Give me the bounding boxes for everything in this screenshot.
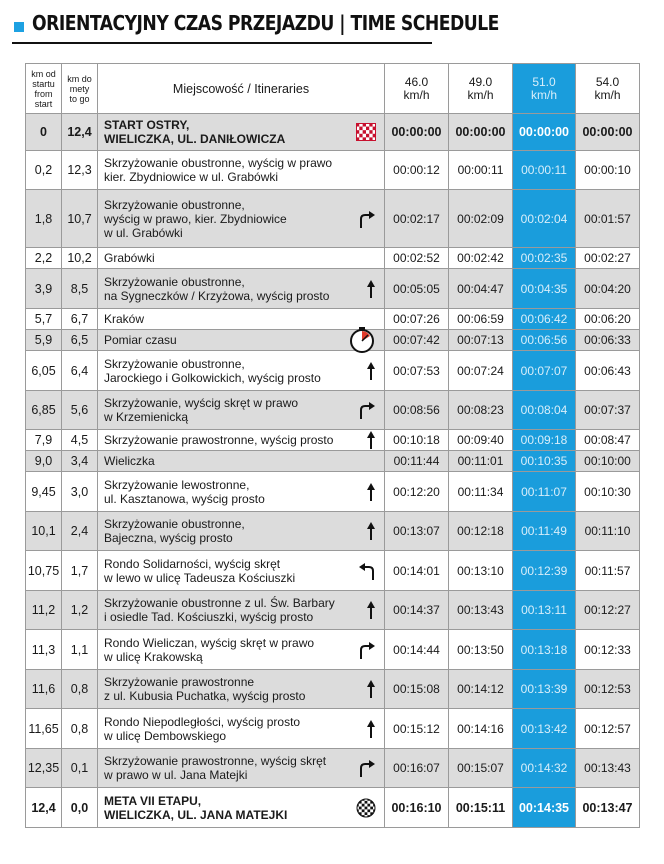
itinerary-text: i osiedle Tad. Kościuszki, wyścig prosto	[104, 610, 314, 624]
straight-arrow-icon	[366, 361, 376, 381]
km-to-go-cell: 6,7	[62, 309, 98, 330]
time-cell: 00:06:59	[449, 309, 513, 330]
start-flag-icon	[356, 123, 376, 141]
straight-arrow-icon	[366, 600, 376, 620]
time-cell: 00:11:07	[513, 472, 576, 512]
table-row	[26, 749, 640, 788]
turn-right-icon	[358, 400, 376, 420]
km-from-start-cell: 10,1	[26, 512, 62, 551]
time-cell: 00:07:26	[385, 309, 449, 330]
time-cell: 00:05:05	[385, 269, 449, 309]
time-cell: 00:14:35	[513, 788, 576, 828]
time-cell: 00:06:43	[576, 351, 640, 391]
time-cell: 00:06:20	[576, 309, 640, 330]
itinerary-text: w ulicę Krakowską	[104, 649, 203, 664]
itinerary-text: w prawo w ul. Jana Matejki	[104, 768, 248, 782]
time-cell: 00:02:04	[513, 190, 576, 248]
time-cell: 00:07:13	[449, 330, 513, 351]
km-to-go-cell: 12,4	[62, 114, 98, 151]
km-from-start-cell: 9,45	[26, 472, 62, 512]
turn-right-icon	[358, 758, 376, 778]
table-row	[26, 451, 640, 472]
time-cell: 00:13:07	[385, 512, 449, 551]
table-row	[26, 551, 640, 591]
km-to-go-cell: 1,1	[62, 630, 98, 670]
time-cell: 00:14:16	[449, 709, 513, 749]
table-row	[26, 472, 640, 512]
time-cell: 00:04:20	[576, 269, 640, 309]
time-cell: 00:02:17	[385, 190, 449, 248]
table-row	[26, 151, 640, 190]
time-cell: 00:02:09	[449, 190, 513, 248]
km-from-start-cell: 6,05	[26, 351, 62, 391]
time-cell: 00:13:50	[449, 630, 513, 670]
itinerary-text: Rondo Solidarności, wyścig skręt	[104, 556, 281, 571]
km-to-go-cell: 4,5	[62, 430, 98, 451]
col-speed-51: 51.0 km/h	[513, 64, 576, 114]
time-cell: 00:10:18	[385, 430, 449, 451]
itinerary-cell	[98, 330, 385, 351]
itinerary-text: Skrzyżowanie obustronne,	[104, 274, 245, 289]
time-cell: 00:13:42	[513, 709, 576, 749]
table-row	[26, 248, 640, 269]
finish-flag-icon	[356, 798, 376, 818]
time-cell: 00:11:49	[513, 512, 576, 551]
col-speed-54: 54.0 km/h	[576, 64, 640, 114]
table-row	[26, 670, 640, 709]
km-to-go-cell: 1,2	[62, 591, 98, 630]
itinerary-text: Skrzyżowanie obustronne, wyścig w prawo	[104, 156, 333, 170]
itinerary-text: Bajeczna, wyścig prosto	[104, 531, 233, 545]
table-header-row	[26, 64, 640, 114]
itinerary-cell	[98, 391, 385, 430]
time-cell: 00:13:11	[513, 591, 576, 630]
time-cell: 00:16:10	[385, 788, 449, 828]
col-speed-46: 46.0 km/h	[385, 64, 449, 114]
time-schedule-table	[25, 63, 640, 828]
time-cell: 00:06:56	[513, 330, 576, 351]
time-cell: 00:02:27	[576, 248, 640, 269]
turn-left-icon	[358, 561, 376, 581]
itinerary-cell	[98, 190, 385, 248]
itinerary-cell	[98, 248, 385, 269]
km-to-go-cell: 0,0	[62, 788, 98, 828]
header-square-icon	[14, 22, 24, 32]
itinerary-text: Skrzyżowanie, wyścig skręt w prawo	[104, 396, 299, 410]
itinerary-text: Rondo Wieliczan, wyścig skręt w prawo	[104, 635, 315, 650]
time-cell: 00:13:39	[513, 670, 576, 709]
itinerary-cell	[98, 351, 385, 391]
time-cell: 00:13:47	[576, 788, 640, 828]
table-row	[26, 591, 640, 630]
itinerary-cell	[98, 749, 385, 788]
itinerary-cell	[98, 114, 385, 151]
time-cell: 00:14:32	[513, 749, 576, 788]
table-row	[26, 351, 640, 391]
time-cell: 00:02:42	[449, 248, 513, 269]
km-from-start-cell: 7,9	[26, 430, 62, 451]
km-to-go-cell: 10,7	[62, 190, 98, 248]
time-cell: 00:12:53	[576, 670, 640, 709]
km-to-go-cell: 10,2	[62, 248, 98, 269]
km-to-go-cell: 5,6	[62, 391, 98, 430]
table-row	[26, 512, 640, 551]
time-cell: 00:00:00	[513, 114, 576, 151]
itinerary-cell	[98, 512, 385, 551]
time-cell: 00:02:52	[385, 248, 449, 269]
km-from-start-cell: 10,75	[26, 551, 62, 591]
turn-right-icon	[358, 640, 376, 660]
time-cell: 00:09:40	[449, 430, 513, 451]
time-cell: 00:14:12	[449, 670, 513, 709]
km-from-start-cell: 5,9	[26, 330, 62, 351]
time-cell: 00:02:35	[513, 248, 576, 269]
km-to-go-cell: 6,5	[62, 330, 98, 351]
time-cell: 00:07:07	[513, 351, 576, 391]
time-cell: 00:00:10	[576, 151, 640, 190]
time-cell: 00:09:18	[513, 430, 576, 451]
itinerary-text: Pomiar czasu	[104, 333, 177, 347]
time-cell: 00:06:42	[513, 309, 576, 330]
time-cell: 00:14:01	[385, 551, 449, 591]
km-to-go-cell: 3,4	[62, 451, 98, 472]
straight-arrow-icon	[366, 719, 376, 739]
km-from-start-cell: 5,7	[26, 309, 62, 330]
straight-arrow-icon	[366, 482, 376, 502]
table-row	[26, 190, 640, 248]
itinerary-text: Skrzyżowanie obustronne,	[104, 356, 245, 371]
km-from-start-cell: 12,35	[26, 749, 62, 788]
itinerary-text: Jarockiego i Golkowickich, wyścig prosto	[104, 370, 321, 385]
itinerary-text: na Sygneczków / Krzyżowa, wyścig prosto	[104, 288, 330, 303]
km-from-start-cell: 1,8	[26, 190, 62, 248]
km-from-start-cell: 11,6	[26, 670, 62, 709]
itinerary-cell	[98, 430, 385, 451]
table-row	[26, 788, 640, 828]
time-cell: 00:13:10	[449, 551, 513, 591]
km-from-start-cell: 11,3	[26, 630, 62, 670]
time-cell: 00:12:27	[576, 591, 640, 630]
time-cell: 00:11:01	[449, 451, 513, 472]
table-row	[26, 630, 640, 670]
col-speed-49: 49.0 km/h	[449, 64, 513, 114]
time-cell: 00:00:12	[385, 151, 449, 190]
table-row	[26, 269, 640, 309]
time-cell: 00:00:00	[385, 114, 449, 151]
time-cell: 00:15:11	[449, 788, 513, 828]
time-cell: 00:12:33	[576, 630, 640, 670]
itinerary-text: Wieliczka	[104, 454, 155, 468]
itinerary-text: Skrzyżowanie prawostronne, wyścig prosto	[104, 433, 334, 447]
itinerary-text: Skrzyżowanie prawostronne, wyścig skręt	[104, 754, 327, 768]
itinerary-text: Kraków	[104, 312, 145, 326]
itinerary-cell	[98, 591, 385, 630]
time-cell: 00:12:57	[576, 709, 640, 749]
time-cell: 00:12:20	[385, 472, 449, 512]
km-to-go-cell: 0,8	[62, 670, 98, 709]
km-to-go-cell: 3,0	[62, 472, 98, 512]
time-cell: 00:11:44	[385, 451, 449, 472]
km-from-start-cell: 6,85	[26, 391, 62, 430]
time-cell: 00:11:34	[449, 472, 513, 512]
itinerary-cell	[98, 709, 385, 749]
time-cell: 00:10:00	[576, 451, 640, 472]
km-to-go-cell: 6,4	[62, 351, 98, 391]
km-from-start-cell: 0,2	[26, 151, 62, 190]
time-cell: 00:15:12	[385, 709, 449, 749]
time-cell: 00:11:10	[576, 512, 640, 551]
itinerary-text: Skrzyżowanie obustronne z ul. Św. Barbary	[104, 596, 335, 610]
time-cell: 00:07:53	[385, 351, 449, 391]
time-cell: 00:07:37	[576, 391, 640, 430]
km-from-start-cell: 11,65	[26, 709, 62, 749]
itinerary-cell	[98, 472, 385, 512]
time-cell: 00:08:56	[385, 391, 449, 430]
time-cell: 00:04:47	[449, 269, 513, 309]
time-cell: 00:10:30	[576, 472, 640, 512]
time-cell: 00:15:08	[385, 670, 449, 709]
itinerary-text: z ul. Kubusia Puchatka, wyścig prosto	[104, 689, 306, 703]
km-from-start-cell: 0	[26, 114, 62, 151]
km-to-go-cell: 12,3	[62, 151, 98, 190]
page-header	[12, 8, 499, 44]
itinerary-cell	[98, 451, 385, 472]
itinerary-text: kier. Zbydniowice w ul. Grabówki	[104, 170, 279, 184]
time-cell: 00:16:07	[385, 749, 449, 788]
km-from-start-cell: 11,2	[26, 591, 62, 630]
itinerary-text: Skrzyżowanie obustronne,	[104, 517, 245, 531]
itinerary-cell	[98, 269, 385, 309]
time-cell: 00:08:47	[576, 430, 640, 451]
time-cell: 00:00:00	[449, 114, 513, 151]
itinerary-cell	[98, 630, 385, 670]
itinerary-text: w ul. Grabówki	[104, 225, 183, 240]
time-cell: 00:08:23	[449, 391, 513, 430]
time-cell: 00:08:04	[513, 391, 576, 430]
km-to-go-cell: 1,7	[62, 551, 98, 591]
itinerary-text: Grabówki	[104, 251, 155, 265]
km-to-go-cell: 2,4	[62, 512, 98, 551]
time-cell: 00:00:11	[449, 151, 513, 190]
table-row	[26, 309, 640, 330]
itinerary-text: w ulicę Dembowskiego	[104, 728, 227, 743]
straight-arrow-icon	[366, 679, 376, 699]
time-cell: 00:07:24	[449, 351, 513, 391]
km-to-go-cell: 0,8	[62, 709, 98, 749]
itinerary-text: WIELICZKA, UL. DANIŁOWICZA	[104, 132, 286, 146]
table-row	[26, 709, 640, 749]
table-row	[26, 430, 640, 451]
turn-right-icon	[358, 209, 376, 229]
itinerary-text: w Krzemienicką	[104, 410, 189, 424]
time-cell: 00:12:39	[513, 551, 576, 591]
header-rule	[12, 42, 432, 44]
itinerary-text: Rondo Niepodległości, wyścig prosto	[104, 714, 301, 729]
itinerary-cell	[98, 670, 385, 709]
itinerary-text: START OSTRY,	[104, 118, 190, 132]
itinerary-text: WIELICZKA, UL. JANA MATEJKI	[104, 807, 288, 822]
time-cell: 00:13:43	[449, 591, 513, 630]
time-cell: 00:13:43	[576, 749, 640, 788]
itinerary-text: Skrzyżowanie prawostronne	[104, 675, 255, 689]
time-cell: 00:01:57	[576, 190, 640, 248]
straight-arrow-icon	[366, 279, 376, 299]
table-row	[26, 391, 640, 430]
time-cell: 00:11:57	[576, 551, 640, 591]
itinerary-text: Skrzyżowanie obustronne,	[104, 197, 245, 212]
time-cell: 00:10:35	[513, 451, 576, 472]
time-cell: 00:14:37	[385, 591, 449, 630]
straight-arrow-icon	[366, 521, 376, 541]
itinerary-cell	[98, 788, 385, 828]
km-from-start-cell: 3,9	[26, 269, 62, 309]
km-from-start-cell: 9,0	[26, 451, 62, 472]
table-row	[26, 330, 640, 351]
km-to-go-cell: 8,5	[62, 269, 98, 309]
straight-arrow-icon	[366, 430, 376, 450]
time-cell: 00:12:18	[449, 512, 513, 551]
page-title: ORIENTACYJNY CZAS PRZEJAZDU | TIME SCHEDULE	[32, 11, 499, 35]
itinerary-text: META VII ETAPU,	[104, 793, 202, 808]
itinerary-text: wyścig w prawo, kier. Zbydniowice	[104, 211, 287, 226]
time-cell: 00:00:11	[513, 151, 576, 190]
km-to-go-cell: 0,1	[62, 749, 98, 788]
itinerary-cell	[98, 551, 385, 591]
time-cell: 00:00:00	[576, 114, 640, 151]
time-cell: 00:07:42	[385, 330, 449, 351]
itinerary-text: w lewo w ulicę Tadeusza Kościuszki	[104, 570, 296, 585]
col-km-to-go: km do mety to go	[62, 64, 98, 114]
time-cell: 00:15:07	[449, 749, 513, 788]
time-cell: 00:13:18	[513, 630, 576, 670]
km-from-start-cell: 12,4	[26, 788, 62, 828]
itinerary-cell	[98, 151, 385, 190]
col-itinerary: Miejscowość / Itineraries	[98, 64, 385, 114]
km-from-start-cell: 2,2	[26, 248, 62, 269]
time-cell: 00:14:44	[385, 630, 449, 670]
time-cell: 00:04:35	[513, 269, 576, 309]
table-row	[26, 114, 640, 151]
itinerary-text: Skrzyżowanie lewostronne,	[104, 477, 250, 492]
itinerary-text: ul. Kasztanowa, wyścig prosto	[104, 491, 265, 506]
itinerary-cell	[98, 309, 385, 330]
time-cell: 00:06:33	[576, 330, 640, 351]
col-km-from-start: km od startu from start	[26, 64, 62, 114]
